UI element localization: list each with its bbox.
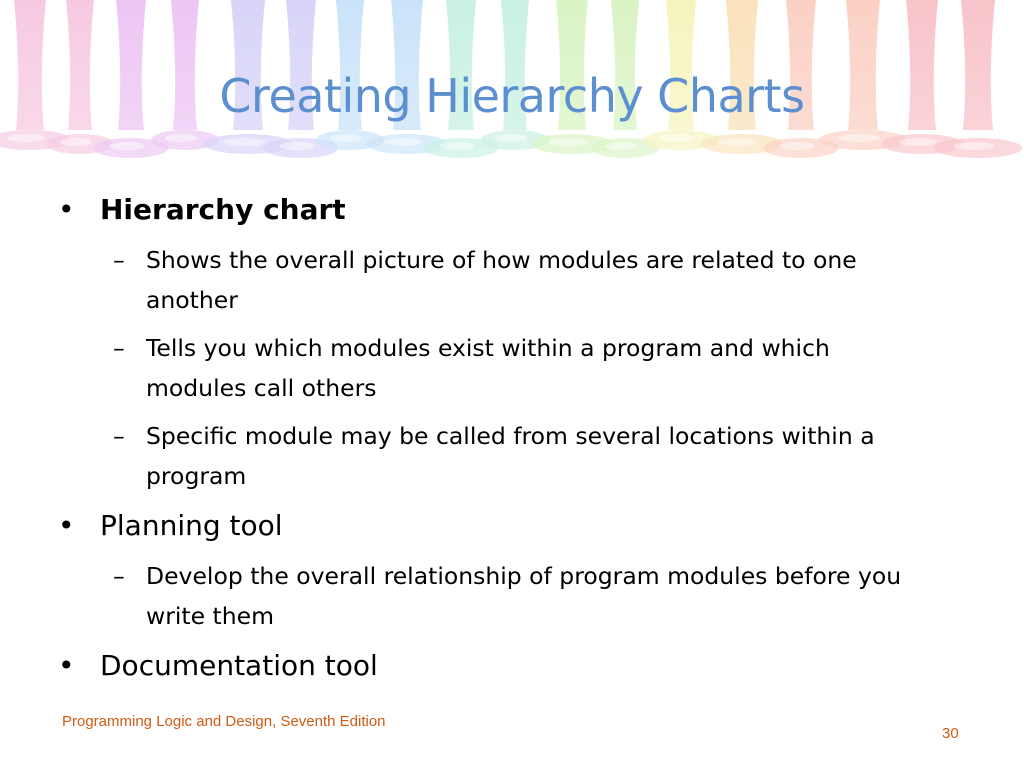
bullet-item [58, 644, 958, 688]
bullet-dot-icon: • [58, 193, 75, 226]
bullet-text: Documentation tool [100, 649, 378, 682]
bullet-group [58, 644, 958, 688]
sub-bullet-text: Tells you which modules exist within a program and which modules call others [146, 334, 830, 402]
bullet-text: Planning tool [100, 509, 283, 542]
dash-icon: – [113, 422, 125, 450]
slide-title: Creating Hierarchy Charts [219, 69, 805, 123]
footer-book-title: Programming Logic and Design, Seventh Edition [62, 713, 386, 730]
dash-icon: – [113, 246, 125, 274]
bullet-group [58, 504, 958, 636]
bullet-group [58, 188, 958, 496]
sub-bullet-item [58, 416, 906, 496]
bullet-item [58, 504, 958, 548]
bullet-dot-icon: • [58, 509, 75, 542]
bullet-item [58, 188, 958, 232]
sub-bullet-item [58, 556, 906, 636]
sub-bullet-text: Specific module may be called from several locations within a program [146, 422, 875, 490]
sub-bullet-item [58, 328, 906, 408]
sub-bullet-item [58, 240, 906, 320]
dash-icon: – [113, 562, 125, 590]
bullet-dot-icon: • [58, 649, 75, 682]
dash-icon: – [113, 334, 125, 362]
slide-body [58, 188, 958, 696]
footer-page-number: 30 [942, 725, 959, 742]
sub-bullet-text: Develop the overall relationship of program modules before you write them [146, 562, 902, 630]
bullet-text: Hierarchy chart [100, 193, 346, 226]
sub-bullet-text: Shows the overall picture of how modules are related to one another [146, 246, 857, 314]
